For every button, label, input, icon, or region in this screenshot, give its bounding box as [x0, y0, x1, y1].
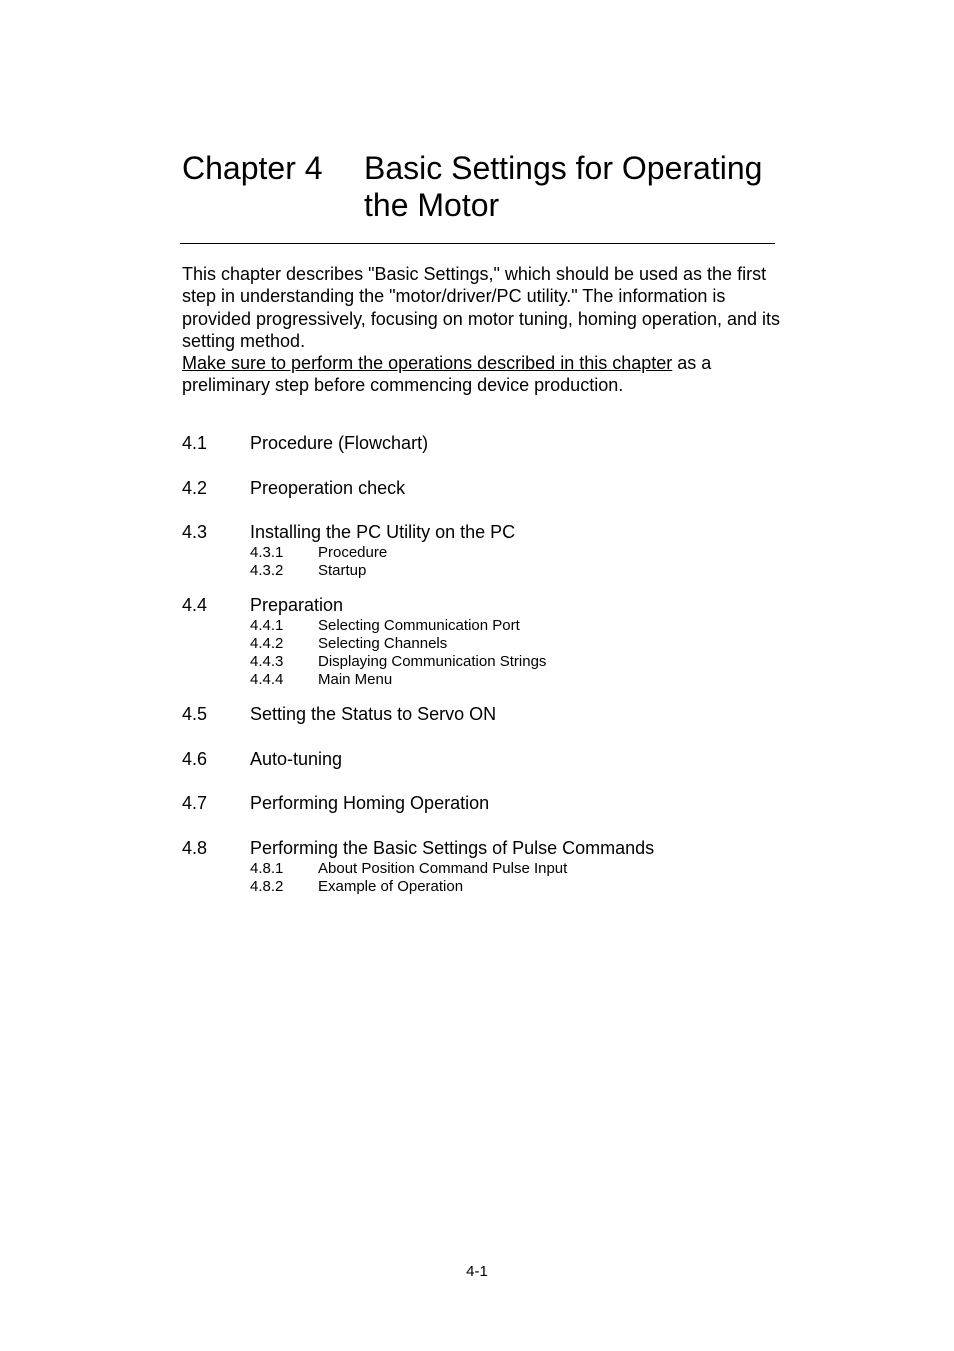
toc-subentry: [182, 860, 782, 878]
toc-entry: [182, 476, 782, 500]
chapter-title: Basic Settings for Operating the Motor: [364, 150, 763, 223]
toc-entry-number: 4.7: [182, 793, 208, 814]
toc-subentry-number: 4.8.1: [250, 859, 284, 877]
toc-entry-number: 4.4: [182, 594, 208, 615]
toc-subentry-title: Selecting Communication Port: [318, 616, 520, 634]
toc-entry: [182, 431, 782, 455]
toc-entry-title: Preoperation check: [250, 477, 406, 498]
toc-entry: [182, 520, 782, 544]
toc-section-4-5: [182, 702, 782, 726]
toc-entry-number: 4.5: [182, 704, 208, 725]
chapter-intro: [182, 263, 782, 397]
toc-entry: [182, 593, 782, 617]
toc-entry-title: Performing the Basic Settings of Pulse Commands: [250, 837, 655, 858]
page-number: 4-1: [466, 1263, 488, 1280]
toc-subentry-number: 4.4.3: [250, 653, 284, 671]
toc-subentry-number: 4.4.2: [250, 635, 284, 653]
toc-entry: [182, 836, 782, 860]
toc-entry-title: Procedure (Flowchart): [250, 433, 429, 453]
toc-entry-title: Preparation: [250, 594, 344, 615]
toc-subentry-title: Startup: [318, 562, 367, 580]
toc-subentry: [182, 878, 782, 896]
toc-entry: [182, 747, 782, 771]
toc-subentry: [182, 562, 782, 580]
toc-subentry-title: Example of Operation: [318, 877, 464, 895]
toc-section-4-7: [182, 791, 782, 815]
toc-entry-number: 4.6: [182, 748, 208, 769]
toc-subentry-title: About Position Command Pulse Input: [318, 859, 568, 877]
toc-entry-title: Setting the Status to Servo ON: [250, 704, 497, 725]
toc-section-4-1: [182, 431, 782, 455]
toc-entry-title: Auto-tuning: [250, 748, 343, 769]
toc-section-4-6: [182, 747, 782, 771]
toc-subentry: [182, 671, 782, 689]
toc-section-4-2: [182, 476, 782, 500]
toc-entry: [182, 791, 782, 815]
intro-paragraph: This chapter describes "Basic Settings," which should be used as the first step in understanding the "motor/driver/PC utility." The information is provided progressively, focusing on motor tuning, homing operation, and its setting method.: [182, 264, 781, 351]
toc-subentry: [182, 635, 782, 653]
chapter-label: Chapter 4: [182, 150, 323, 186]
toc-subentry-number: 4.4.4: [250, 671, 284, 689]
toc-subentry-title: Procedure: [318, 544, 388, 561]
intro-emphasis: Make sure to perform the operations described in this chapter: [182, 353, 673, 374]
toc-subentry: [182, 617, 782, 635]
intro-emphasis-tail: as a preliminary step before commencing device production.: [182, 353, 712, 396]
toc-entry-number: 4.8: [182, 837, 208, 858]
toc-entry: [182, 702, 782, 726]
toc-entry-title: Installing the PC Utility on the PC: [250, 522, 516, 542]
toc-section-4-3: [182, 520, 782, 580]
toc-subentry-number: 4.3.1: [250, 544, 284, 561]
toc-subentry-title: Main Menu: [318, 671, 393, 689]
table-of-contents: [182, 431, 782, 896]
toc-subentry-title: Selecting Channels: [318, 635, 448, 653]
toc-subentry: [182, 653, 782, 671]
intro-emphasis-paragraph: [182, 352, 782, 397]
toc-entry-title: Performing Homing Operation: [250, 793, 490, 814]
toc-subentry-number: 4.8.2: [250, 877, 284, 895]
toc-section-4-8: [182, 836, 782, 896]
heading-divider: [180, 243, 775, 244]
toc-subentry-number: 4.3.2: [250, 562, 284, 580]
toc-subentry-title: Displaying Communication Strings: [318, 653, 547, 671]
toc-entry-number: 4.1: [182, 433, 208, 453]
toc-section-4-4: [182, 593, 782, 690]
toc-entry-number: 4.3: [182, 522, 208, 542]
toc-subentry: [182, 544, 782, 562]
toc-subentry-number: 4.4.1: [250, 616, 284, 634]
toc-entry-number: 4.2: [182, 477, 208, 498]
